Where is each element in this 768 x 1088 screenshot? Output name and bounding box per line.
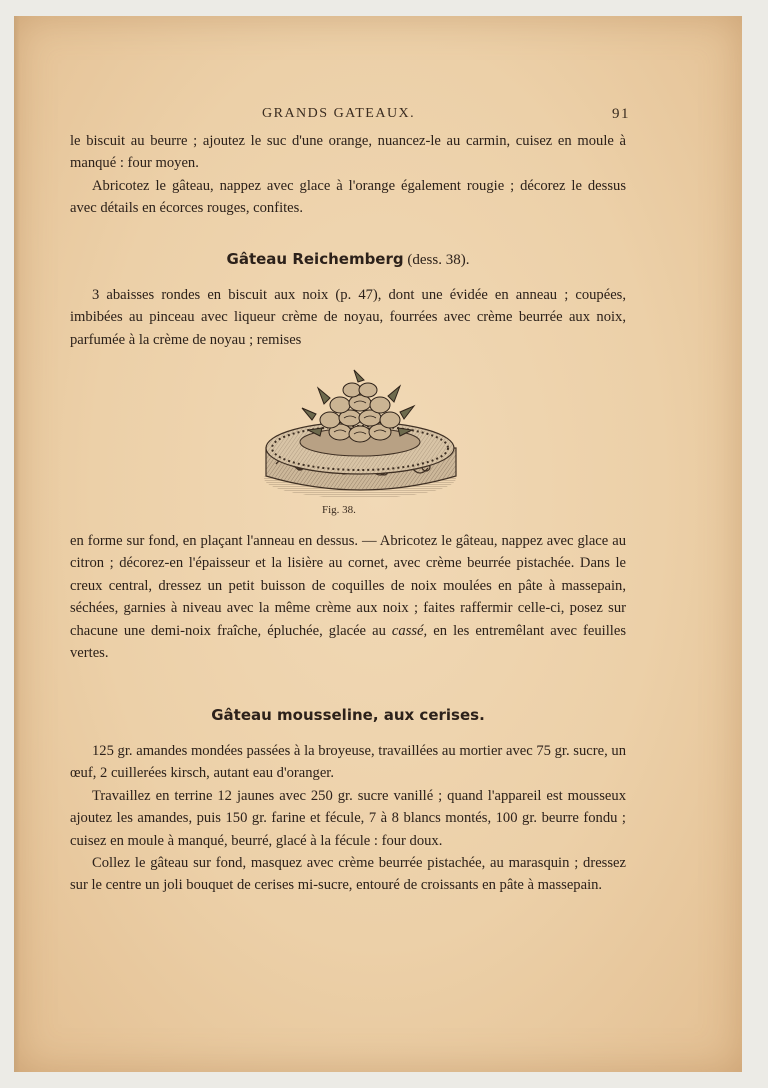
- page-number: 91: [612, 106, 630, 122]
- reichemberg-text-top: [70, 284, 626, 351]
- book-page: [14, 16, 742, 1072]
- mousseline-text: [70, 740, 626, 897]
- reichemberg-text-bottom: [70, 530, 626, 664]
- running-header: [14, 102, 742, 126]
- italic-term: cassé,: [391, 622, 428, 639]
- paragraph: en forme sur fond, en plaçant l'anneau en dessus. — Abricotez le gâteau, nappez avec glace au citron ; décorez-en l'épaisseur et la lisière au cornet, avec crème beurrée pistachée. Dans le creux central, dressez un petit buisson de coquilles de noix moulées en pâte à massepain, séchées, garnies à niveau avec la même crème aux noix ; faites raffermir celle-ci, posez sur chacune une demi-noix fraîche, épluchée, glacée au cassé, en les entremêlant avec feuilles vertes.: [70, 533, 626, 662]
- recipe-title: Gâteau Reichemberg: [226, 250, 404, 268]
- figure-reference: (dess. 38).: [403, 252, 470, 268]
- cake-engraving-illustration: [260, 368, 464, 502]
- paragraph: 3 abaisses rondes en biscuit aux noix (p. 47), dont une évidée en anneau ; coupées, imbibées au pinceau avec liqueur crème de noyau, fourrées avec crème beurrée aux noix, parfumée à la crème de noyau ; remises: [70, 287, 626, 348]
- paragraph: Travaillez en terrine 12 jaunes avec 250 gr. sucre vanillé ; quand l'appareil est mousseux ajoutez les amandes, puis 150 gr. farine et fécule, 7 à 8 blancs montés, 100 gr. beurre fondu ; cuisez en moule à manqué, beurré, glacé à la fécule : four doux.: [70, 787, 626, 849]
- cake-icon: [260, 368, 464, 502]
- paragraph: le biscuit au beurre ; ajoutez le suc d'une orange, nuancez-le au carmin, cuisez en moule à manqué : four moyen.: [70, 133, 626, 172]
- figure-caption: Fig. 38.: [322, 504, 356, 516]
- recipe-heading-reichemberg: [70, 250, 626, 269]
- recipe-heading-mousseline: [70, 706, 626, 725]
- paragraph: Collez le gâteau sur fond, masquez avec crème beurrée pistachée, au marasquin ; dressez sur le centre un joli bouquet de cerises mi-sucre, entouré de croissants en pâte à massepain.: [70, 855, 626, 894]
- paragraph: Abricotez le gâteau, nappez avec glace à l'orange également rougie ; décorez le dessus avec détails en écorces rouges, confites.: [70, 177, 626, 217]
- intro-text: [70, 130, 626, 220]
- chapter-title: GRANDS GATEAUX.: [262, 106, 416, 121]
- paragraph: 125 gr. amandes mondées passées à la broyeuse, travaillées au mortier avec 75 gr. sucre, un œuf, 2 cuillerées kirsch, autant eau d'oranger.: [70, 743, 626, 782]
- recipe-title: Gâteau mousseline, aux cerises.: [211, 706, 485, 724]
